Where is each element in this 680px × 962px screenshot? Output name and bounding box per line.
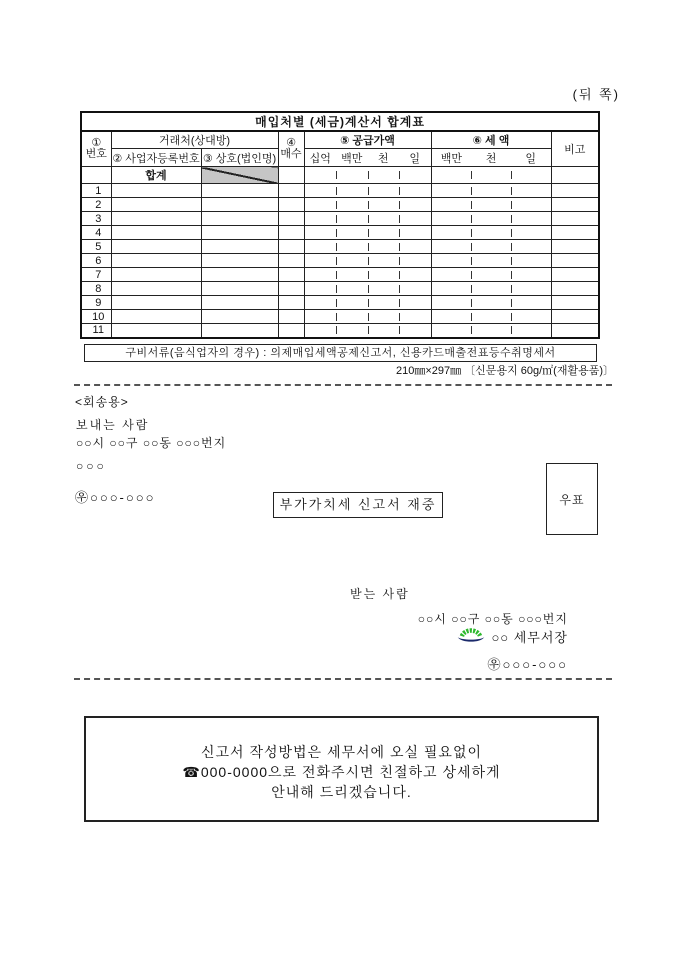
row-number: 9 (81, 296, 111, 310)
enclosure-box: 부가가치세 신고서 재중 (273, 492, 443, 518)
table-row (81, 226, 599, 240)
cell-supply (304, 324, 431, 338)
recipient-label: 받는 사람 (350, 587, 410, 601)
table-row (81, 212, 599, 226)
unit-label: 일 (525, 152, 536, 165)
row-number: 5 (81, 240, 111, 254)
dashed-divider (74, 384, 612, 386)
cell-tax (431, 310, 551, 324)
cell-remarks (551, 324, 599, 338)
cell-trade-name (201, 184, 278, 198)
total-supply-cell (304, 167, 431, 184)
col-header-supply-group: ⑤ 공급가액 (304, 131, 431, 149)
cell-trade-name (201, 254, 278, 268)
unit-label: 백만 (341, 152, 363, 165)
sender-postal-code: ㉾○○○-○○○ (75, 490, 156, 505)
cell-tax (431, 254, 551, 268)
row-number: 7 (81, 268, 111, 282)
help-notice-box (84, 716, 599, 822)
recipient-postal-code: ㉾○○○-○○○ (487, 657, 568, 672)
nts-logo-icon (457, 628, 485, 645)
cell-trade-name (201, 268, 278, 282)
notice-line: 신고서 작성방법은 세무서에 오실 필요없이 (201, 744, 482, 760)
col-header-tax-group: ⑥ 세 액 (431, 131, 551, 149)
table-row (81, 324, 599, 338)
cell-tax (431, 226, 551, 240)
notice-line: ☎000-0000으로 전화주시면 친절하고 상세하게 (182, 764, 501, 780)
cell-supply (304, 268, 431, 282)
cell-remarks (551, 198, 599, 212)
cell-tax (431, 282, 551, 296)
total-label-cell: 합계 (111, 167, 201, 184)
notice-line: 안내해 드리겠습니다. (271, 784, 412, 800)
col-header-count-circle: ④ (286, 137, 296, 149)
cell-remarks (551, 226, 599, 240)
table-title-row (81, 112, 599, 131)
cell-count (278, 184, 304, 198)
table-row (81, 296, 599, 310)
table-row (81, 184, 599, 198)
cell-count (278, 282, 304, 296)
cell-tax (431, 240, 551, 254)
cell-biz-no (111, 184, 201, 198)
row-number: 6 (81, 254, 111, 268)
cell-biz-no (111, 240, 201, 254)
cell-tax (431, 268, 551, 282)
table-row (81, 240, 599, 254)
header-row-2 (81, 149, 599, 167)
col-header-number-label: 번호 (85, 148, 107, 160)
sender-label: 보내는 사람 (76, 418, 150, 432)
cell-trade-name (201, 282, 278, 296)
sender-address: ○○시 ○○구 ○○동 ○○○번지 (76, 436, 227, 450)
cell-count (278, 310, 304, 324)
cell-supply (304, 198, 431, 212)
cell-remarks (551, 268, 599, 282)
recipient-office-line (457, 627, 568, 646)
table-row (81, 198, 599, 212)
row-number: 3 (81, 212, 111, 226)
col-header-supply-units (304, 149, 431, 167)
total-tax-cell (431, 167, 551, 184)
back-side-note: (뒤 쪽) (572, 87, 620, 102)
cell-biz-no (111, 268, 201, 282)
cell-remarks (551, 296, 599, 310)
cell-biz-no (111, 254, 201, 268)
table-row (81, 268, 599, 282)
cell-biz-no (111, 296, 201, 310)
cell-remarks (551, 254, 599, 268)
cell-remarks (551, 282, 599, 296)
col-header-number (81, 131, 111, 167)
cell-count (278, 198, 304, 212)
paper-spec-note: 210㎜×297㎜ 〔신문용지 60g/㎡(재활용품)〕 (396, 365, 614, 377)
cell-tax (431, 184, 551, 198)
col-header-number-circle: ① (91, 137, 102, 149)
row-number: 10 (81, 310, 111, 324)
total-diagonal-cell (201, 167, 278, 184)
cell-count (278, 212, 304, 226)
total-remarks-cell (551, 167, 599, 184)
cell-count (278, 324, 304, 338)
cell-supply (304, 254, 431, 268)
table-row (81, 254, 599, 268)
cell-remarks (551, 212, 599, 226)
col-header-trade-name: ③ 상호(법인명) (201, 149, 278, 167)
cell-remarks (551, 184, 599, 198)
col-header-count-label: 매수 (280, 148, 302, 160)
stamp-label: 우표 (559, 492, 585, 507)
table-title: 매입처별 (세금)계산서 합계표 (81, 112, 599, 131)
row-number: 2 (81, 198, 111, 212)
cell-trade-name (201, 310, 278, 324)
cell-biz-no (111, 212, 201, 226)
dashed-divider (74, 678, 612, 680)
table-row (81, 282, 599, 296)
cell-count (278, 254, 304, 268)
total-number-cell (81, 167, 111, 184)
stamp-box (546, 463, 598, 535)
total-count-cell (278, 167, 304, 184)
cell-count (278, 240, 304, 254)
recipient-address: ○○시 ○○구 ○○동 ○○○번지 (417, 612, 568, 626)
cell-trade-name (201, 226, 278, 240)
col-header-remarks: 비고 (551, 131, 599, 167)
cell-biz-no (111, 324, 201, 338)
cell-supply (304, 184, 431, 198)
cell-tax (431, 212, 551, 226)
row-number: 8 (81, 282, 111, 296)
col-header-partner-group: 거래처(상대방) (111, 131, 278, 149)
cell-supply (304, 212, 431, 226)
col-header-biz-reg-no: ② 사업자등록번호 (111, 149, 201, 167)
cell-count (278, 268, 304, 282)
cell-biz-no (111, 226, 201, 240)
unit-label: 천 (485, 152, 497, 165)
total-row (81, 167, 599, 184)
header-row-1 (81, 131, 599, 149)
cell-supply (304, 240, 431, 254)
cell-biz-no (111, 310, 201, 324)
row-number: 11 (81, 324, 111, 338)
unit-label: 일 (409, 152, 421, 165)
cell-count (278, 226, 304, 240)
return-mail-label: <회송용> (75, 395, 129, 409)
unit-label: 십억 (309, 152, 331, 165)
recipient-office: ○○ 세무서장 (491, 630, 568, 645)
cell-count (278, 296, 304, 310)
required-documents-note: 구비서류(음식업자의 경우) : 의제매입세액공제신고서, 신용카드매출전표등수취명세서 (84, 344, 597, 362)
cell-remarks (551, 240, 599, 254)
cell-biz-no (111, 198, 201, 212)
cell-supply (304, 310, 431, 324)
row-number: 4 (81, 226, 111, 240)
cell-trade-name (201, 198, 278, 212)
cell-supply (304, 226, 431, 240)
cell-supply (304, 296, 431, 310)
cell-tax (431, 296, 551, 310)
cell-tax (431, 324, 551, 338)
cell-remarks (551, 310, 599, 324)
cell-trade-name (201, 240, 278, 254)
cell-biz-no (111, 282, 201, 296)
unit-label: 백만 (440, 152, 462, 165)
purchase-invoice-summary-table (80, 111, 600, 339)
cell-trade-name (201, 296, 278, 310)
cell-trade-name (201, 324, 278, 338)
row-number: 1 (81, 184, 111, 198)
cell-supply (304, 282, 431, 296)
cell-tax (431, 198, 551, 212)
table-row (81, 310, 599, 324)
col-header-count (278, 131, 304, 167)
col-header-tax-units (431, 149, 551, 167)
unit-label: 천 (377, 152, 389, 165)
cell-trade-name (201, 212, 278, 226)
sender-name: ○○○ (76, 459, 107, 473)
